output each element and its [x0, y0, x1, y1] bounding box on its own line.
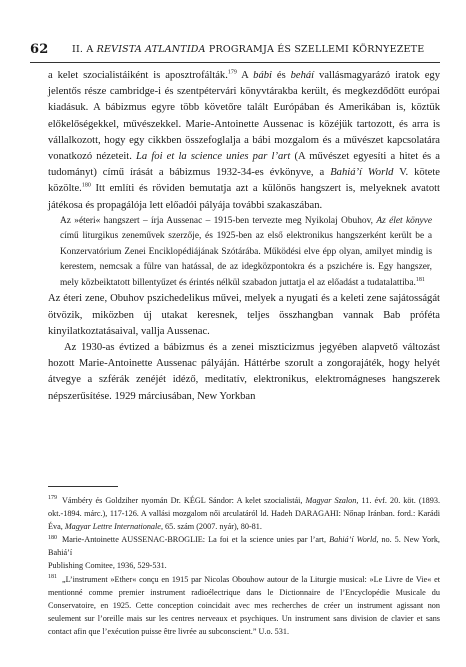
footnote-180: $^{180}$ Marie-Antoinette AUSSENAC-BROGLIE: La foi et la science unies par l’art, Bahiá’í World, no. 5. New York, Bahiá’í — [48, 534, 440, 558]
main-text — [48, 68, 440, 405]
page-header — [30, 42, 440, 63]
footnote-ref-181[interactable]: 181 — [415, 276, 425, 283]
block-quote: Az »éteri« hangszert – írja Aussenac – 1915-ben tervezte meg Nyikolaj Obuhov, Az élet könyve című liturgikus zeneművek szerzője, és 1925-ben az első elektronikus hangszerként került be a Konzervatórium Zenei Enciklopédiájának Szótárába. Működési elve épp olyan, amilyet mindig is kerestem, nemcsak a fülre van hatással, de az idegközpontokra és a pszichére is. Egy hangszer, mely közbeiktatott billentyűzet és érintés nélkül szabadon juttatja el az előadást a tudatalattiba.$^{181}$ — [60, 215, 432, 288]
paragraph-2: Az éteri zene, Obuhov pszichedelikus művei, melyek a nyugati és a keleti zene sajátosságát ötvözik, miközben új utakat keresnek, teljes összhangban vannak Bab próféta kinyilatkoztatásaival, vallja Aussenac. — [48, 293, 440, 337]
paragraph-3: Az 1930-as évtized a bábizmus és a zenei miszticizmus jegyében alapvető változást hozott Marie-Antoinette Aussenac pályáján. Háttérbe szorult a zongorajáték, hogy helyét átvegye a szférák zenéjét idéző, meditatív, elektronikus, elektromágneses hangszerek népszerűsítése. 1929 márciusában, New Yorkban — [48, 341, 440, 402]
footnote-divider — [48, 486, 118, 487]
footnote-180-cont: Publishing Comitee, 1936, 529-531. — [48, 561, 167, 571]
running-head: II. A REVISTA ATLANTIDA PROGRAMJA ÉS SZELLEMI KÖRNYEZETE — [72, 44, 425, 55]
footnote-181: $^{181}$ „L’instrument »Ether« conçu en 1915 par Nicolas Obouhow autour de la Liturgie musical: »Le Livre de Vie« et mentionné comme premier instrument radioélectrique dans le Dictionnaire de l’Encyclopédie Musicale du Conservatoire, en 1925. Cette conception coincidait avec mes recherches de créer un instrument agissant non seulement sur l’oreille mais sur les centres nerveaux et psychiques. Un instrument sans division de clavier et sans contact afin que l’exécution puisse être livrée au subconscient.” U.o. 531. — [48, 573, 440, 636]
footnote-ref-180[interactable]: 180 — [81, 182, 91, 189]
footnote-ref-179[interactable]: 179 — [227, 69, 237, 76]
page-number: 62 — [30, 42, 49, 57]
footnote-179: $^{179}$ Vámbéry és Goldziher nyomán Dr. KÉGL Sándor: A kelet szocialistái, Magyar Szalon, 11. évf. 20. köt. (1893. okt.-1894. márc.), 117-126. A vallási mozgalom női arculatáról ld. Hadeh DARAGAHI: Nőnap Iránban. ford.: Karádi Éva, Magyar Lettre Internationale, 65. szám (2007. nyár), 80-81. — [48, 495, 441, 532]
paragraph-1: a kelet szocialistáiként is aposztrofálták.$^{179}$ A bábi és beháí vallásmagyarázó iratok egy jelentős része cambridge-i és szentpétervári könyvtárakba került, és megkezdődött európai kiadásuk. A bábizmus egyre több követőre talált Európában és Amerikában is, köztük előkelőségekkel, művészekkel. Marie-Antoinette Aussenac is közéjük tartozott, és arra is vállalkozott, hogy egy cikkben összefoglalja a bábi mozgalom és a művészet kapcsolatára vonatkozó nézeteit. La foi et la science unies par l’art (A művészet egyesíti a hitet és a tudományt) című írását a bábizmus 1932-34-es évkönyve, a Bahiá’í World V. kötete közölte.$^{180}$ Itt említi és röviden bemutatja azt a különös hangszert is, melyeknek avatott játékosa és propagálója lett előadói pályája további szakaszában. — [48, 69, 441, 211]
footnotes — [48, 494, 440, 638]
